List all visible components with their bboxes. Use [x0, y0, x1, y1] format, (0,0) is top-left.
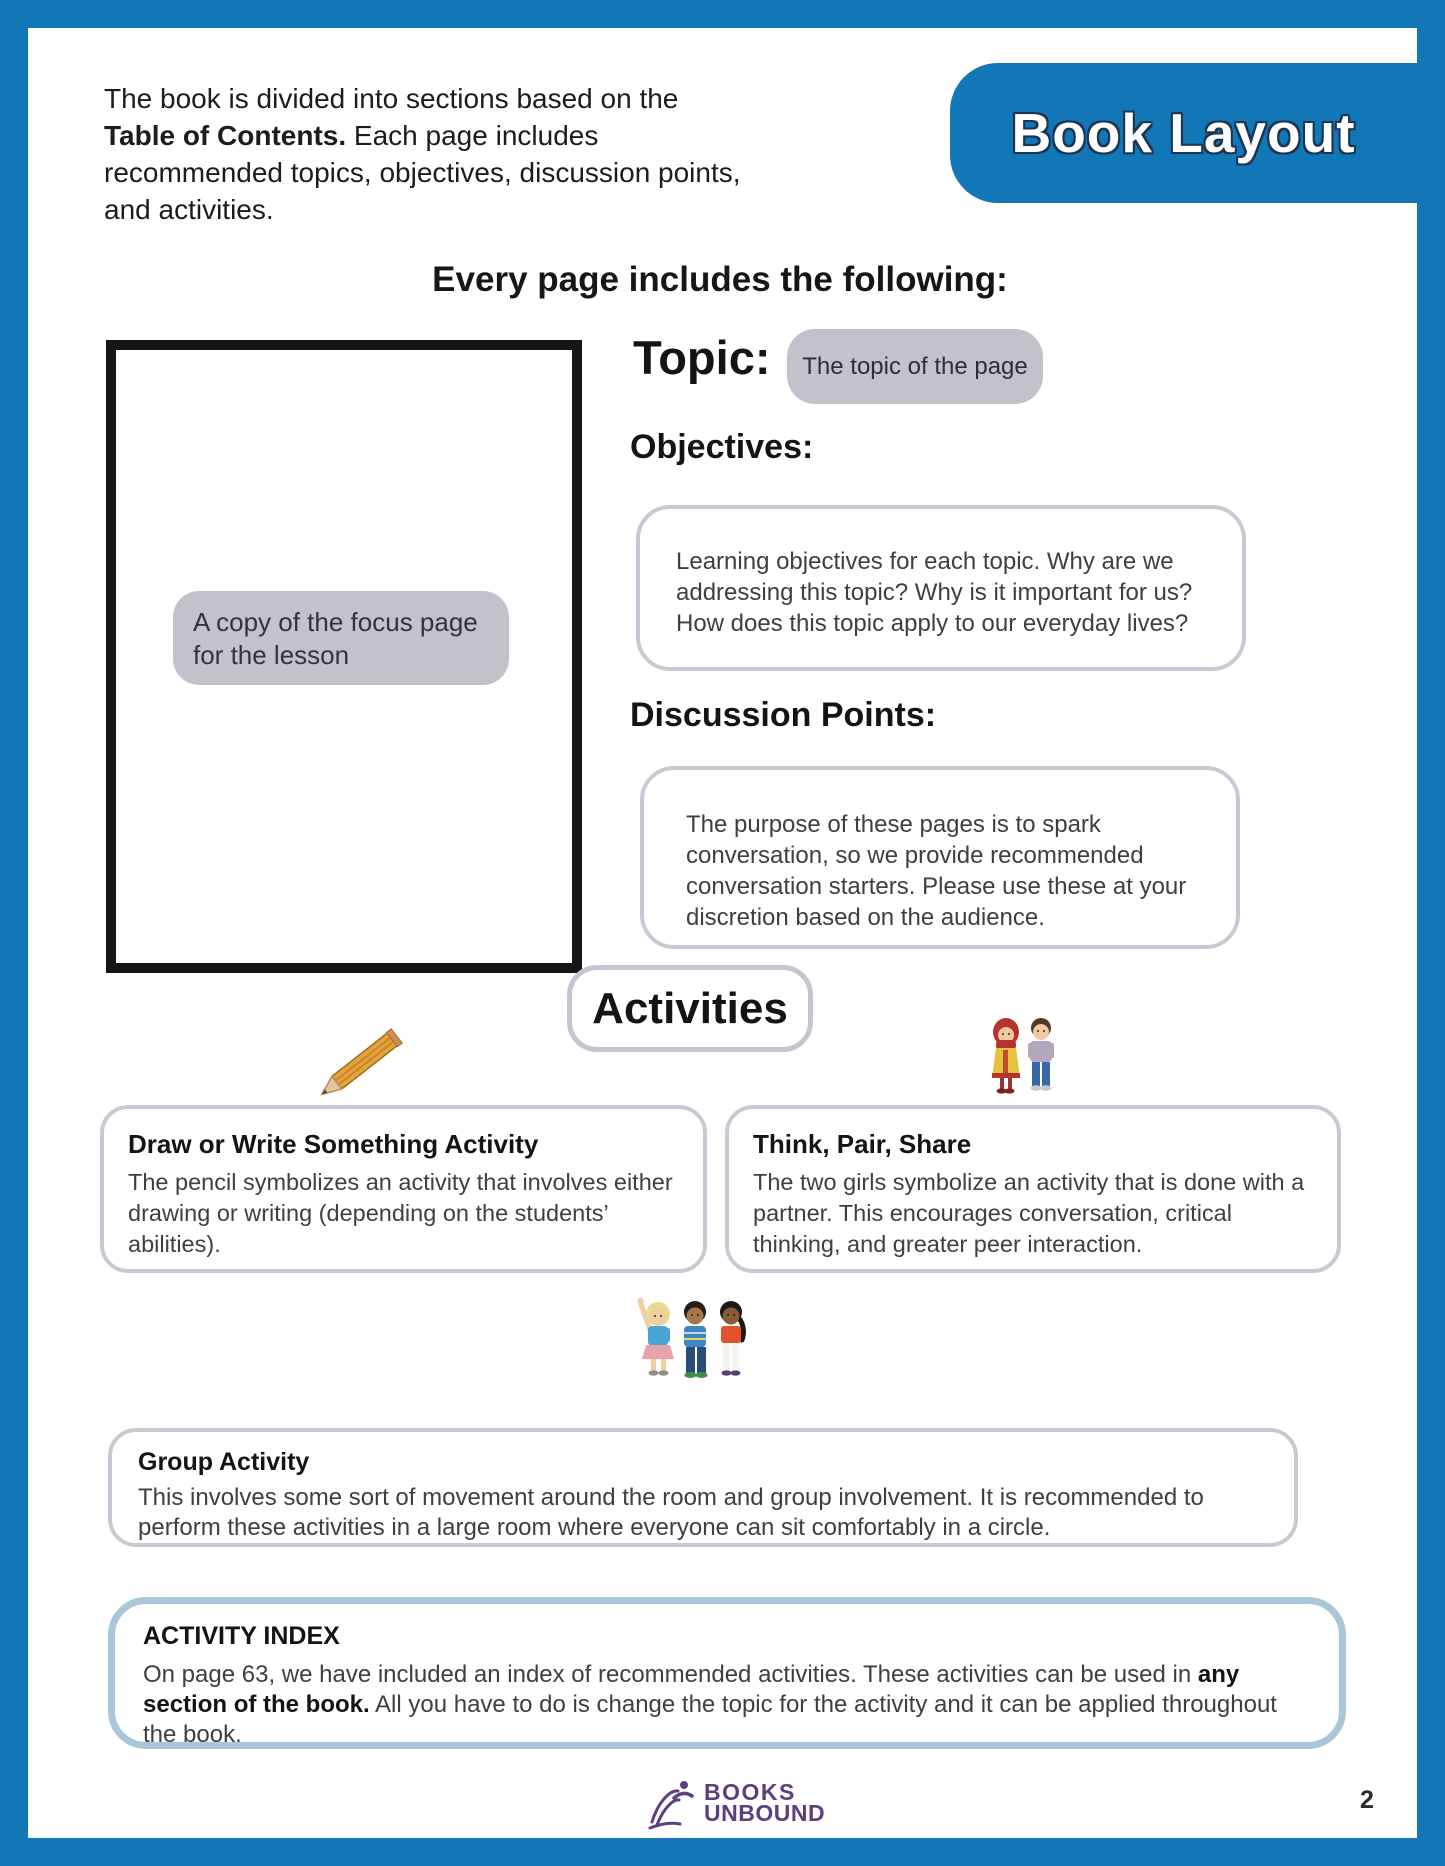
book-layout-badge [950, 63, 1417, 203]
logo-text-books: BOOKS [704, 1779, 796, 1805]
draw-write-activity-title: Draw or Write Something Activity [128, 1129, 539, 1159]
group-activity-card [108, 1428, 1298, 1547]
activity-index-body-bold: any section of the book. [143, 1661, 1240, 1718]
activity-index-card [108, 1597, 1346, 1749]
group-activity-body: This involves some sort of movement around the room and group involvement. It is recommended to perform these activities in a large room where everyone can sit comfortably in a circle. [138, 1484, 1204, 1541]
activities-heading-badge [567, 965, 813, 1052]
think-pair-share-title: Think, Pair, Share [753, 1129, 972, 1159]
page-subtitle: Every page includes the following: [432, 260, 1008, 299]
draw-write-activity-body: The pencil symbolizes an activity that involves either drawing or writing (depending on the students’ abilities). [128, 1169, 673, 1257]
group-kids-illustration [618, 1288, 772, 1410]
activity-index-body-prefix: On page 63, we have included an index of recommended activities. These activities can be used in [143, 1661, 1198, 1688]
intro-paragraph [104, 80, 744, 228]
activity-index-title: ACTIVITY INDEX [143, 1622, 340, 1650]
think-pair-share-card [725, 1105, 1341, 1273]
intro-text-prefix: The book is divided into sections based on the [104, 83, 679, 114]
intro-text-bold: Table of Contents. [104, 120, 347, 151]
discussion-points-heading: Discussion Points: [630, 696, 937, 734]
think-pair-share-body: The two girls symbolize an activity that is done with a partner. This encourages conversation, critical thinking, and greater peer interaction. [753, 1169, 1305, 1257]
pair-kids-illustration [986, 1014, 1064, 1102]
draw-write-activity-card [100, 1105, 707, 1273]
logo-text-unbound: UNBOUND [704, 1800, 826, 1826]
topic-pill-label: The topic of the page [802, 352, 1028, 380]
objectives-box: Learning objectives for each topic. Why are we addressing this topic? Why is it important for us? How does this topic apply to our everyday lives? [636, 505, 1246, 671]
books-unbound-logo [704, 1779, 826, 1826]
topic-heading: Topic: [633, 331, 771, 384]
topic-pill [787, 329, 1043, 404]
book-layout-badge-label: Book Layout [1011, 102, 1356, 164]
page-number: 2 [1360, 1786, 1374, 1814]
books-unbound-logo-icon [646, 1778, 702, 1832]
intro-text-suffix: Each page includes recommended topics, objectives, discussion points, and activities. [104, 120, 741, 225]
objectives-heading: Objectives: [630, 428, 814, 466]
group-activity-title: Group Activity [138, 1448, 310, 1476]
discussion-points-box: The purpose of these pages is to spark conversation, so we provide recommended conversation starters. Please use these at your discretion based on the audience. [640, 766, 1240, 949]
focus-page-label: A copy of the focus page for the lesson [173, 591, 509, 685]
activity-index-body-suffix: All you have to do is change the topic for the activity and it can be applied throughout the book. [143, 1691, 1277, 1748]
activities-heading-label: Activities [592, 983, 788, 1033]
activity-index-body [143, 1660, 1311, 1750]
